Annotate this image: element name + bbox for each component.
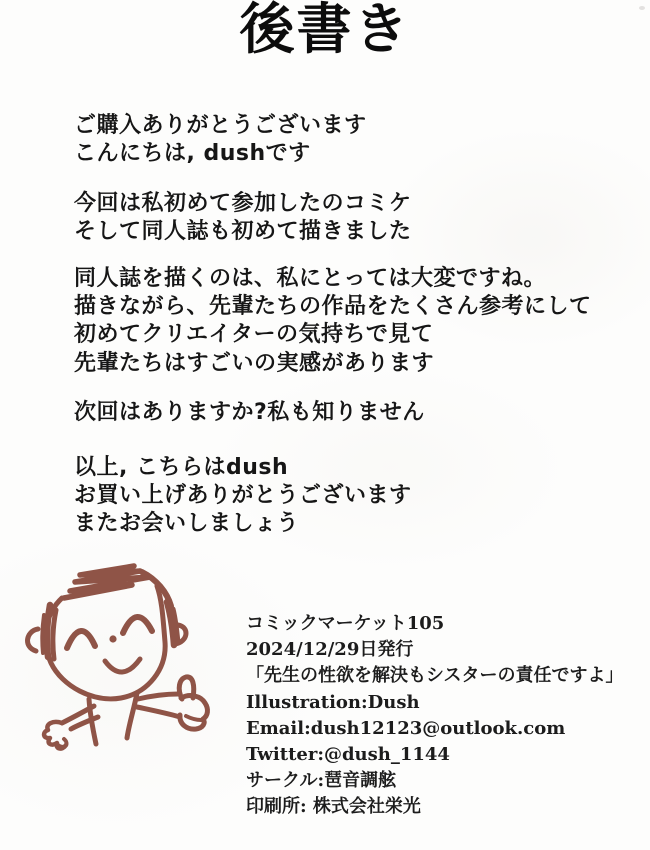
credit-publish-date: 2024/12/29日発行 — [246, 639, 414, 661]
body-line: 描きながら、先輩たちの作品をたくさん参考にして — [74, 294, 592, 320]
doodle-fills — [109, 635, 116, 642]
left-eye — [67, 631, 95, 648]
hair-scribble — [64, 566, 150, 598]
body-line: 初めてクリエイターの気持ちで見て — [74, 322, 434, 348]
scan-speck — [639, 6, 645, 10]
credit-email: Email:dush12123@outlook.com — [246, 717, 566, 739]
left-headphone-scribble — [42, 615, 44, 653]
page-title: 後書き — [239, 0, 411, 61]
credit-event: コミックマーケット105 — [246, 613, 445, 634]
paragraph-farewell — [74, 454, 412, 539]
body-line: 同人誌を描くのは、私にとっては大変ですね。 — [74, 266, 547, 291]
left-headphone-scribble — [47, 605, 50, 657]
credit-illustration: Illustration:Dush — [246, 691, 420, 713]
face-outline — [45, 586, 165, 699]
right-arm-line — [137, 707, 180, 717]
body-line: こんにちは, dushです — [74, 141, 311, 167]
body-line: 以上, こちらはdush — [74, 455, 289, 480]
paragraph-next-time — [74, 399, 425, 427]
credits-block — [246, 611, 623, 821]
doodle-strokes — [28, 566, 208, 749]
nose-dot — [109, 635, 116, 642]
credit-book-title: 「先生の性欲を解決もシスターの責任ですよ」 — [246, 665, 624, 687]
body-line: 次回はありますか?私も知りません — [74, 400, 425, 425]
right-arm-line — [138, 694, 178, 699]
left-hand-loop — [58, 739, 66, 747]
right-body-line — [127, 693, 137, 738]
fist-inner-line — [186, 716, 201, 720]
left-hand-scribble — [44, 722, 66, 749]
body-line: ご購入ありがとうございます — [74, 113, 367, 138]
credit-printer: 印刷所: 株式会社栄光 — [246, 796, 421, 818]
body-line: お買い上げありがとうございます — [74, 483, 412, 509]
body-line: 先輩たちはすごいの実感があります — [74, 350, 435, 376]
body-line: そして同人誌も初めて描きました — [74, 219, 412, 245]
smile — [105, 659, 140, 672]
fist-outline — [180, 696, 208, 730]
paragraph-first-comiket — [74, 190, 412, 246]
right-eye — [123, 617, 152, 633]
paragraph-greeting — [74, 112, 367, 168]
credit-circle: サークル:琶音調舷 — [246, 770, 397, 792]
credit-twitter: Twitter:@dush_1144 — [246, 744, 450, 766]
left-ear — [28, 629, 38, 651]
body-line: またお会いしましょう — [74, 511, 300, 537]
author-doodle — [20, 552, 250, 850]
paragraph-drawing-experience — [74, 265, 592, 378]
left-headphone-scribble — [53, 610, 56, 659]
body-line: 今回は私初めて参加したのコミケ — [74, 191, 412, 216]
